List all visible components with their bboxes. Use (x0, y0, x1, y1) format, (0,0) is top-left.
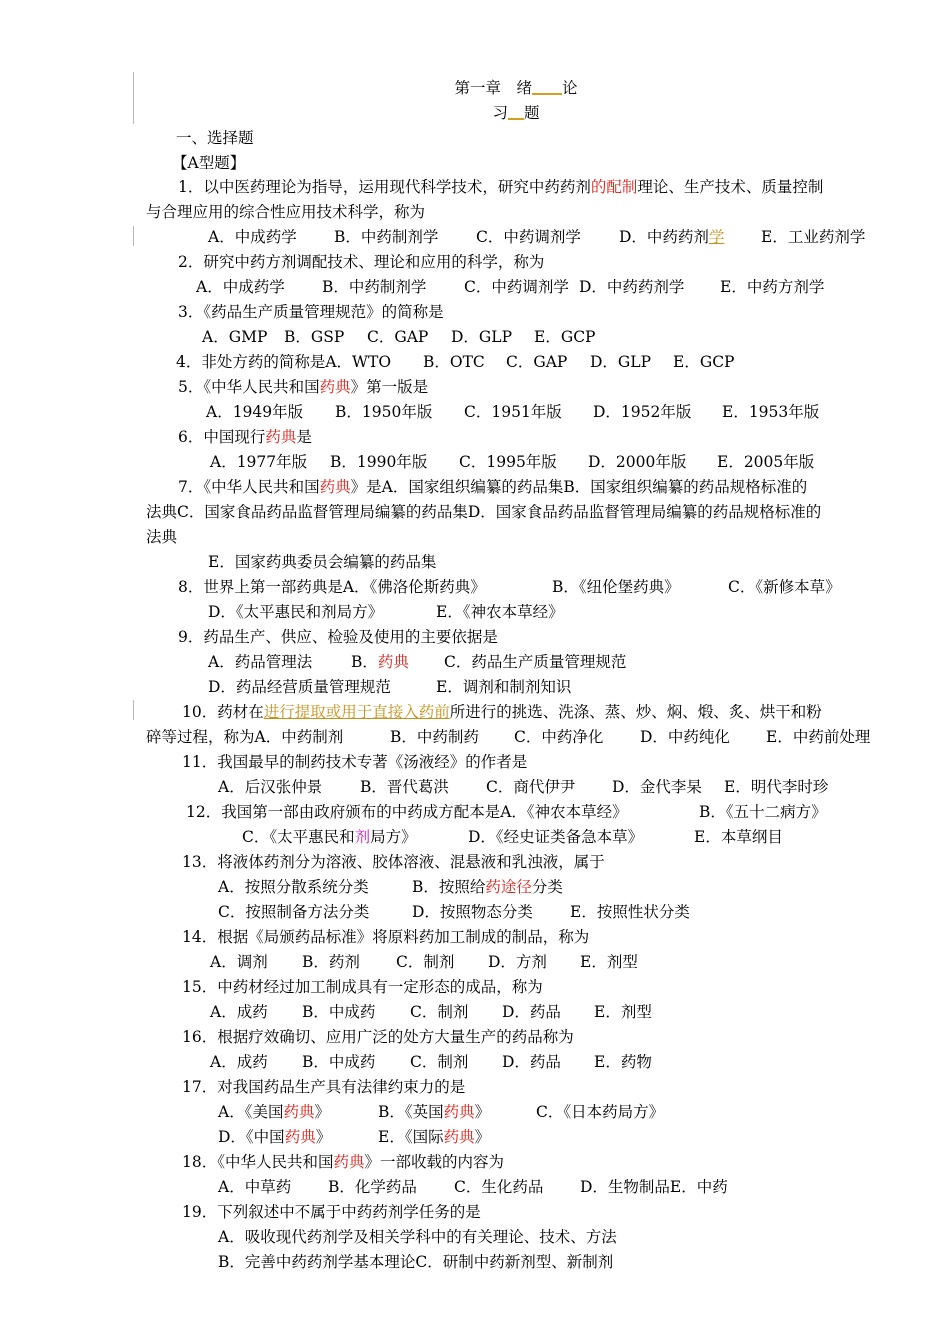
question-11: 11．我国最早的制药技术专著《汤液经》的作者是 (182, 753, 528, 771)
question-5: 5．《中华人民共和国药典》第一版是 (178, 378, 429, 396)
subtitle-underline (508, 104, 524, 120)
margin-change-bar (133, 700, 134, 720)
question-6: 6．中国现行药典是 (178, 428, 312, 446)
document-page: 第一章 绪 论 习 题 一、选择题 【A型题】 1．以中医药理论为指导，运用现代科学技术，研究中药药剂的配制理论、生产技术、质量控制 与合理应用的综合性应用技术科学，称为 A．中成药学 B．中药制剂学 C．中药调剂学 D．中药药剂学 E．工业药剂学 2．研究中药方剂调配技术、理论和应用的科学，称为 A．中成药学 B．中药制剂学 C．中药调剂学 D．中药药剂学 E．中药方剂学 3．《药品生产质量管理规范》的简称是 A．GMP B．GSP C．GAP D．GLP E．GCP 4．非处方药的简称是A．WTO B．OTC C．GAP D．GLP E．GCP 5．《中华人民共和国药典》第一版是 A．1949年版 B．1950年版 C．1951年版 D．1952年版 E．1953年版 6．中国现行药典是 A．1977年版 B．1990年版 C．1995年版 D．2000年版 E．2005年版 7．《中华人民共和国药典》是A．国家组织编纂的药品集B．国家组织编纂的药品规格标准的 法典C．国家食品药品监督管理局编纂的药品集D．国家食品药品监督管理局编纂的药品规格标准的 法典 E．国家药典委员会编纂的药品集 8．世界上第一部药典是A．《佛洛伦斯药典》 B．《纽伦堡药典》 C．《新修本草》 D．《太平惠民和剂局方》 E．《神农本草经》 9．药品生产、供应、检验及使用的主要依据是 A．药品管理法 B．药典 C．药品生产质量管理规范 D．药品经营质量管理规范 E．调剂和制剂知识 10．药材在进行提取或用于直接入药前所进行的挑选、洗涤、蒸、炒、焖、煅、炙、烘干和粉 碎等过程，称为A．中药制剂 B．中药制药 C．中药净化 D．中药纯化 E．中药前处理 11．我国最早的制药技术专著《汤液经》的作者是 A．后汉张仲景 B．晋代葛洪 C．商代伊尹 D．金代李杲 E．明代李时珍 12．我国第一部由政府颁布的中药成方配本是A．《神农本草经》 B．《五十二病方》 C．《太平惠民和剂局方》 D．《经史证类备急本草》 E．本草纲目 13．将液体药剂分为溶液、胶体溶液、混悬液和乳浊液，属于 A．按照分散系统分类 B．按照给药途径分类 C．按照制备方法分类 D．按照物态分类 E．按照性状分类 14．根据《局颁药品标准》将原料药加工制成的制品，称为 A．调剂 B．药剂 C．制剂 D．方剂 E．剂型 15．中药材经过加工制成具有一定形态的成品，称为 A．成药 B．中成药 C．制剂 D．药品 E．剂型 16．根据疗效确切、应用广泛的处方大量生产的药品称为 A．成药 B．中成药 C．制剂 D．药品 E．药物 17．对我国药品生产具有法律约束力的是 A．《美国药典》 B．《英国药典》 C．《日本药局方》 D．《中国药典》 E．《国际药典》 18．《中华人民共和国药典》一部收载的内容为 A．中草药 B．化学药品 C．生化药品 D．生物制品E．中药 19．下列叙述中不属于中药药剂学任务的是 A．吸收现代药剂学及相关学科中的有关理论、技术、方法 B．完善中药药剂学基本理论C．研制中药新剂型、新制剂 (0, 0, 950, 1344)
chapter-subtitle: 习 题 (492, 104, 540, 122)
question-7-cont: 法典C．国家食品药品监督管理局编纂的药品集D．国家食品药品监督管理局编纂的药品规格标准的 (146, 503, 822, 521)
question-17: 17．对我国药品生产具有法律约束力的是 (182, 1078, 466, 1096)
title-underline (532, 79, 562, 95)
question-19-option-a: A．吸收现代药剂学及相关学科中的有关理论、技术、方法 (218, 1228, 617, 1246)
margin-change-bar (133, 226, 134, 246)
question-16: 16．根据疗效确切、应用广泛的处方大量生产的药品称为 (182, 1028, 574, 1046)
question-18: 18．《中华人民共和国药典》一部收载的内容为 (182, 1153, 505, 1171)
question-1: 1．以中医药理论为指导，运用现代科学技术，研究中药药剂的配制理论、生产技术、质量控制 (178, 178, 824, 196)
question-9: 9．药品生产、供应、检验及使用的主要依据是 (178, 628, 498, 646)
chapter-title: 第一章 绪 论 (454, 79, 578, 97)
question-3: 3．《药品生产质量管理规范》的简称是 (178, 303, 444, 321)
question-14: 14．根据《局颁药品标准》将原料药加工制成的制品，称为 (182, 928, 590, 946)
question-15: 15．中药材经过加工制成具有一定形态的成品，称为 (182, 978, 543, 996)
question-7-option-e: E．国家药典委员会编纂的药品集 (208, 553, 437, 571)
question-2: 2．研究中药方剂调配技术、理论和应用的科学，称为 (178, 253, 545, 271)
question-10: 10．药材在进行提取或用于直接入药前所进行的挑选、洗涤、蒸、炒、焖、煅、炙、烘干和粉 (182, 703, 822, 721)
question-7: 7．《中华人民共和国药典》是A．国家组织编纂的药品集B．国家组织编纂的药品规格标准的 (178, 478, 808, 496)
section-heading: 一、选择题 (176, 129, 254, 147)
question-19: 19．下列叙述中不属于中药药剂学任务的是 (182, 1203, 481, 1221)
question-19-option-b: B．完善中药药剂学基本理论C．研制中药新剂型、新制剂 (218, 1253, 614, 1271)
question-1-cont: 与合理应用的综合性应用技术科学，称为 (146, 203, 426, 221)
type-heading: 【A型题】 (172, 154, 246, 172)
question-7-cont2: 法典 (146, 528, 178, 546)
margin-change-bar (133, 72, 134, 124)
question-13: 13．将液体药剂分为溶液、胶体溶液、混悬液和乳浊液，属于 (182, 853, 605, 871)
